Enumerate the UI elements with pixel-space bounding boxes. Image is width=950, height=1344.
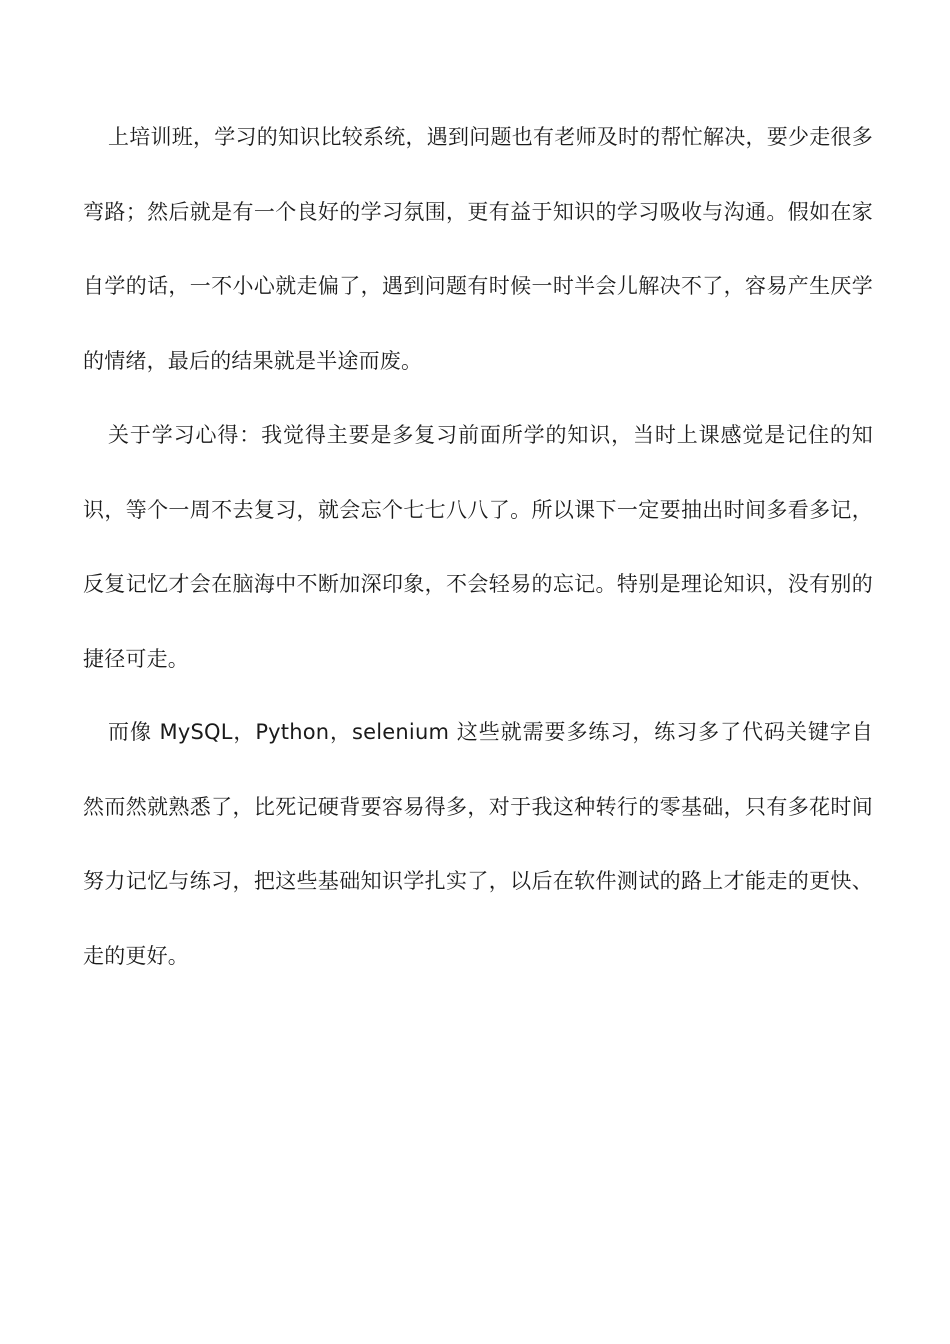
paragraph-practice-tools: 而像 MySQL，Python，selenium 这些就需要多练习，练习多了代码关键字自然而然就熟悉了，比死记硬背要容易得多，对于我这种转行的零基础，只有多花时间努力记忆与练习，把这些基础知识学扎实了，以后在软件测试的路上才能走的更快、走的更好。 [83, 720, 873, 968]
paragraph-study-insights: 关于学习心得：我觉得主要是多复习前面所学的知识，当时上课感觉是记住的知识，等个一周不去复习，就会忘个七七八八了。所以课下一定要抽出时间多看多记，反复记忆才会在脑海中不断加深印象，不会轻易的忘记。特别是理论知识，没有别的捷径可走。 [83, 423, 873, 671]
paragraph-training-class: 上培训班，学习的知识比较系统，遇到问题也有老师及时的帮忙解决，要少走很多弯路；然后就是有一个良好的学习氛围，更有益于知识的学习吸收与沟通。假如在家自学的话，一不小心就走偏了，遇到问题有时候一时半会儿解决不了，容易产生厌学的情绪，最后的结果就是半途而废。 [83, 125, 873, 373]
